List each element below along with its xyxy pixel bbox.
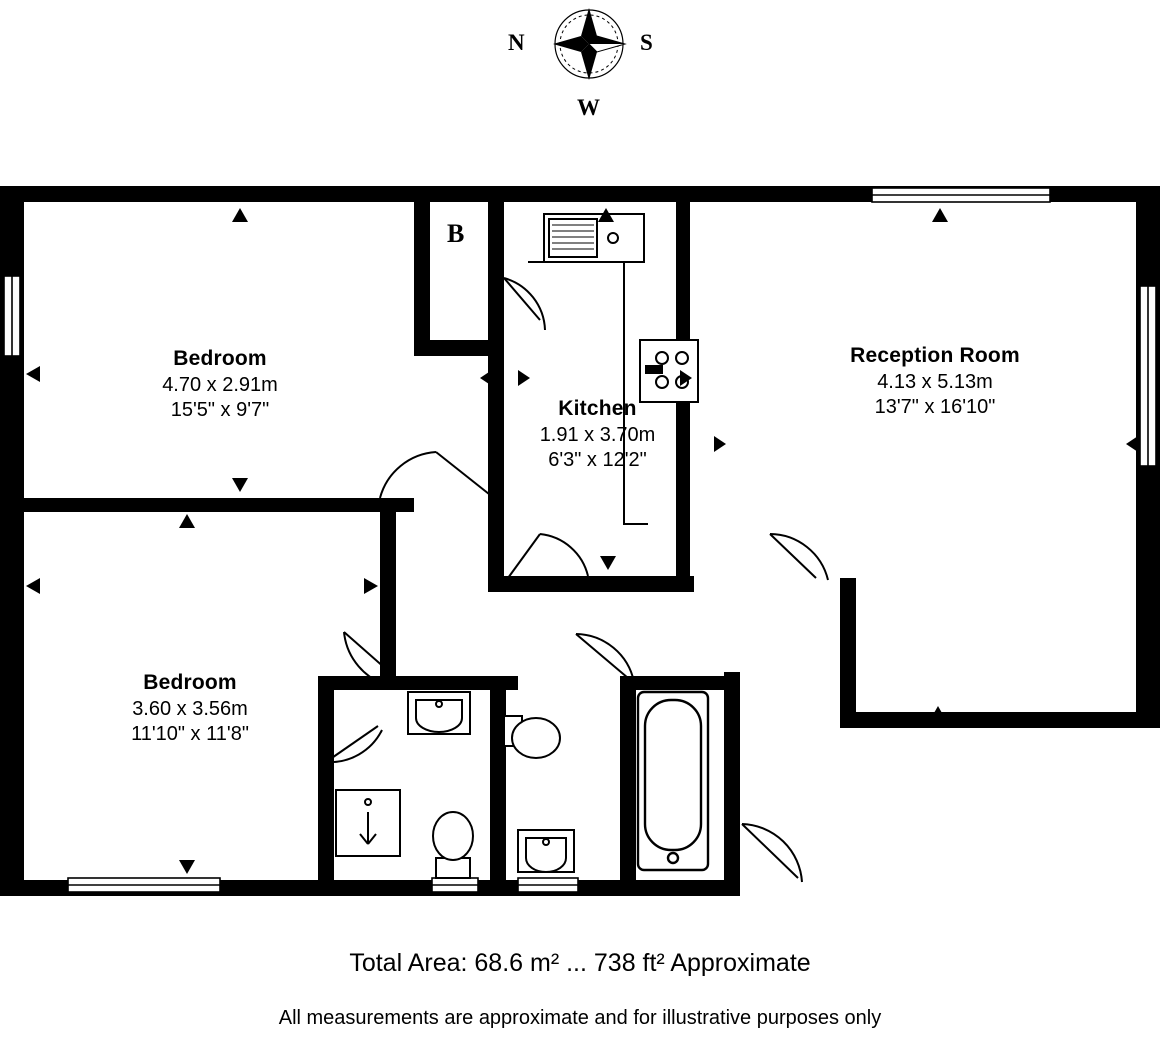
room-dimension-imperial: 6'3" x 12'2" xyxy=(548,449,647,472)
dimension-markers xyxy=(26,208,1138,874)
cooker-hob-fixture xyxy=(640,340,698,402)
room-dimension-imperial: 11'10" x 11'8" xyxy=(131,723,249,746)
room-dimension-metric: 4.13 x 5.13m xyxy=(877,370,993,393)
room-name: Bedroom xyxy=(143,671,237,694)
kitchen-sink-fixture xyxy=(544,214,644,262)
room-label-reception-room xyxy=(810,343,1060,421)
room-name: Bedroom xyxy=(173,347,267,370)
room-label-bedroom-2 xyxy=(65,670,315,748)
kitchen-counter xyxy=(528,262,648,524)
room-dimension-metric: 4.70 x 2.91m xyxy=(162,373,278,396)
windows xyxy=(4,188,1156,892)
compass-rose xyxy=(553,8,625,80)
washbasin-fixture-upper xyxy=(408,692,470,734)
toilet-fixture-lower xyxy=(433,812,473,878)
shower-fixture xyxy=(336,790,400,856)
disclaimer-text: All measurements are approximate and for illustrative purposes only xyxy=(278,1007,882,1029)
room-name: Kitchen xyxy=(558,397,637,420)
room-dimension-imperial: 13'7" x 16'10" xyxy=(874,396,996,419)
bathtub-fixture xyxy=(638,692,708,870)
bathroom-tag: B xyxy=(447,219,465,248)
compass-label-north: N xyxy=(508,30,525,55)
total-area-text: Total Area: 68.6 m² ... 738 ft² Approximate xyxy=(349,949,811,977)
compass-label-south: S xyxy=(640,30,653,55)
room-label-bedroom-1 xyxy=(95,346,345,424)
room-name: Reception Room xyxy=(850,344,1020,367)
room-label-kitchen xyxy=(475,396,720,474)
washbasin-fixture-lower xyxy=(518,830,574,872)
toilet-fixture-upper xyxy=(504,716,560,758)
room-dimension-imperial: 15'5" x 9'7" xyxy=(170,399,270,422)
compass-label-west: W xyxy=(577,95,600,120)
room-dimension-metric: 1.91 x 3.70m xyxy=(539,423,656,446)
walls xyxy=(0,186,1160,896)
room-dimension-metric: 3.60 x 3.56m xyxy=(132,697,248,720)
